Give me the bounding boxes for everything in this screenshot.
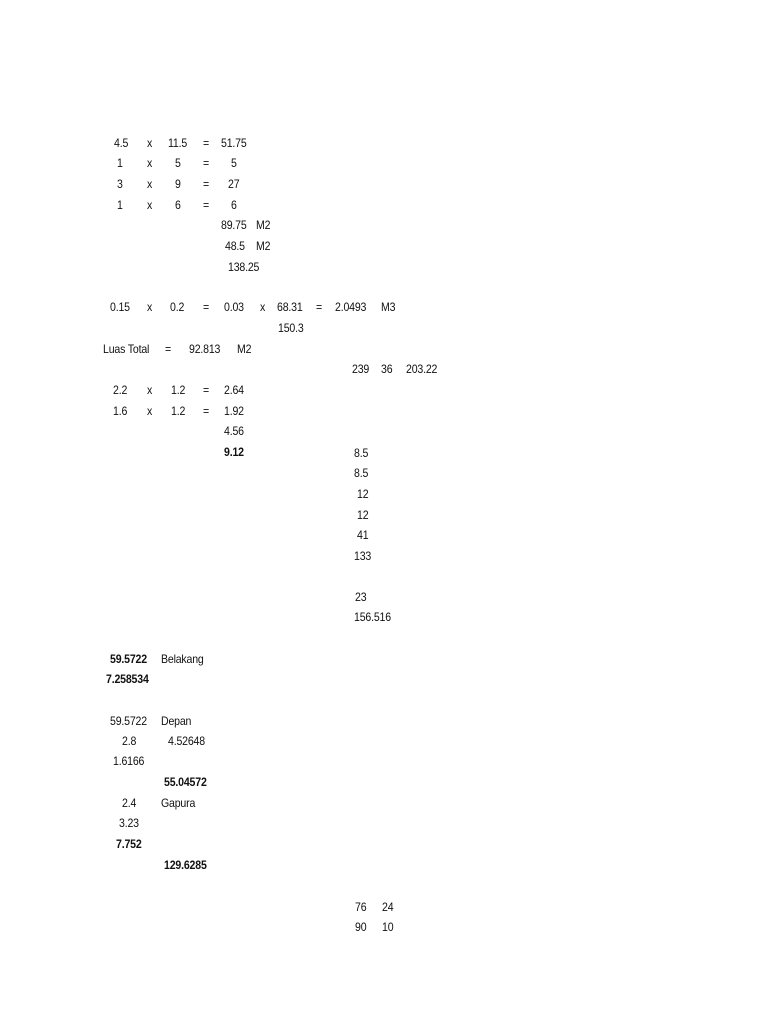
- sheet-cell[interactable]: 7.752: [116, 837, 142, 851]
- sheet-cell[interactable]: x: [147, 300, 153, 314]
- sheet-cell[interactable]: 150.3: [278, 321, 304, 335]
- sheet-cell[interactable]: =: [203, 156, 209, 170]
- sheet-cell[interactable]: Belakang: [161, 652, 204, 666]
- sheet-cell[interactable]: M2: [237, 342, 252, 356]
- sheet-cell[interactable]: 6: [231, 198, 237, 212]
- sheet-cell[interactable]: 36: [381, 362, 393, 376]
- sheet-cell[interactable]: =: [203, 177, 209, 191]
- sheet-cell[interactable]: 59.5722: [110, 714, 147, 728]
- sheet-cell[interactable]: Gapura: [161, 796, 196, 810]
- sheet-cell[interactable]: M2: [256, 218, 271, 232]
- sheet-cell[interactable]: 5: [231, 156, 237, 170]
- sheet-cell[interactable]: 239: [352, 362, 370, 376]
- sheet-cell[interactable]: 8.5: [354, 446, 369, 460]
- sheet-cell[interactable]: 1: [117, 198, 123, 212]
- sheet-cell[interactable]: 4.52648: [168, 734, 205, 748]
- sheet-cell[interactable]: 1.6166: [113, 754, 145, 768]
- sheet-cell[interactable]: 2.0493: [335, 300, 367, 314]
- sheet-cell[interactable]: 1.92: [224, 404, 244, 418]
- sheet-cell[interactable]: 0.03: [224, 300, 244, 314]
- sheet-cell[interactable]: M2: [256, 239, 271, 253]
- sheet-cell[interactable]: 3.23: [119, 816, 139, 830]
- sheet-cell[interactable]: 68.31: [277, 300, 303, 314]
- sheet-cell[interactable]: 12: [357, 487, 369, 501]
- sheet-cell[interactable]: 48.5: [225, 239, 245, 253]
- sheet-cell[interactable]: 92.813: [189, 342, 221, 356]
- sheet-cell[interactable]: =: [203, 383, 209, 397]
- sheet-cell[interactable]: 203.22: [406, 362, 438, 376]
- sheet-cell[interactable]: 1.2: [171, 404, 186, 418]
- sheet-cell[interactable]: 3: [117, 177, 123, 191]
- sheet-cell[interactable]: x: [147, 198, 153, 212]
- sheet-cell[interactable]: 10: [382, 920, 394, 934]
- sheet-cell[interactable]: 0.2: [170, 300, 185, 314]
- sheet-cell[interactable]: 5: [175, 156, 181, 170]
- sheet-cell[interactable]: 1.6: [113, 404, 128, 418]
- sheet-cell[interactable]: 41: [357, 528, 369, 542]
- sheet-cell[interactable]: =: [203, 404, 209, 418]
- sheet-cell[interactable]: 2.4: [122, 796, 137, 810]
- sheet-cell[interactable]: 90: [355, 920, 367, 934]
- sheet-cell[interactable]: =: [165, 342, 171, 356]
- sheet-cell[interactable]: 6: [175, 198, 181, 212]
- sheet-cell[interactable]: 0.15: [110, 300, 130, 314]
- sheet-cell[interactable]: 133: [354, 549, 372, 563]
- sheet-cell[interactable]: =: [203, 198, 209, 212]
- sheet-cell[interactable]: 9.12: [224, 445, 244, 459]
- sheet-cell[interactable]: 55.04572: [164, 775, 207, 789]
- sheet-cell[interactable]: Depan: [161, 714, 192, 728]
- sheet-cell[interactable]: 51.75: [221, 136, 247, 150]
- sheet-cell[interactable]: x: [147, 404, 153, 418]
- sheet-cell[interactable]: 27: [228, 177, 240, 191]
- sheet-cell[interactable]: 2.64: [224, 383, 244, 397]
- sheet-cell[interactable]: x: [147, 383, 153, 397]
- sheet-cell[interactable]: 9: [175, 177, 181, 191]
- sheet-cell[interactable]: 1: [117, 156, 123, 170]
- sheet-cell[interactable]: 4.56: [224, 424, 244, 438]
- sheet-cell[interactable]: 59.5722: [110, 652, 147, 666]
- sheet-cell[interactable]: Luas Total: [103, 342, 150, 356]
- sheet-cell[interactable]: 11.5: [168, 136, 188, 150]
- sheet-cell[interactable]: 156.516: [354, 610, 391, 624]
- sheet-cell[interactable]: M3: [381, 300, 396, 314]
- sheet-cell[interactable]: 8.5: [354, 466, 369, 480]
- sheet-cell[interactable]: x: [147, 136, 153, 150]
- sheet-cell[interactable]: x: [147, 177, 153, 191]
- sheet-cell[interactable]: =: [316, 300, 322, 314]
- sheet-cell[interactable]: x: [147, 156, 153, 170]
- sheet-cell[interactable]: 4.5: [114, 136, 129, 150]
- sheet-cell[interactable]: =: [203, 136, 209, 150]
- sheet-cell[interactable]: 76: [355, 900, 367, 914]
- sheet-cell[interactable]: 24: [382, 900, 394, 914]
- sheet-cell[interactable]: 2.8: [122, 734, 137, 748]
- sheet-cell[interactable]: 2.2: [113, 383, 128, 397]
- sheet-cell[interactable]: =: [203, 300, 209, 314]
- sheet-cell[interactable]: 129.6285: [164, 858, 207, 872]
- sheet-cell[interactable]: 1.2: [171, 383, 186, 397]
- sheet-cell[interactable]: 138.25: [228, 260, 260, 274]
- sheet-cell[interactable]: 23: [355, 590, 367, 604]
- sheet-cell[interactable]: 12: [357, 508, 369, 522]
- sheet-cell[interactable]: x: [260, 300, 266, 314]
- sheet-cell[interactable]: 7.258534: [106, 672, 149, 686]
- sheet-cell[interactable]: 89.75: [221, 218, 247, 232]
